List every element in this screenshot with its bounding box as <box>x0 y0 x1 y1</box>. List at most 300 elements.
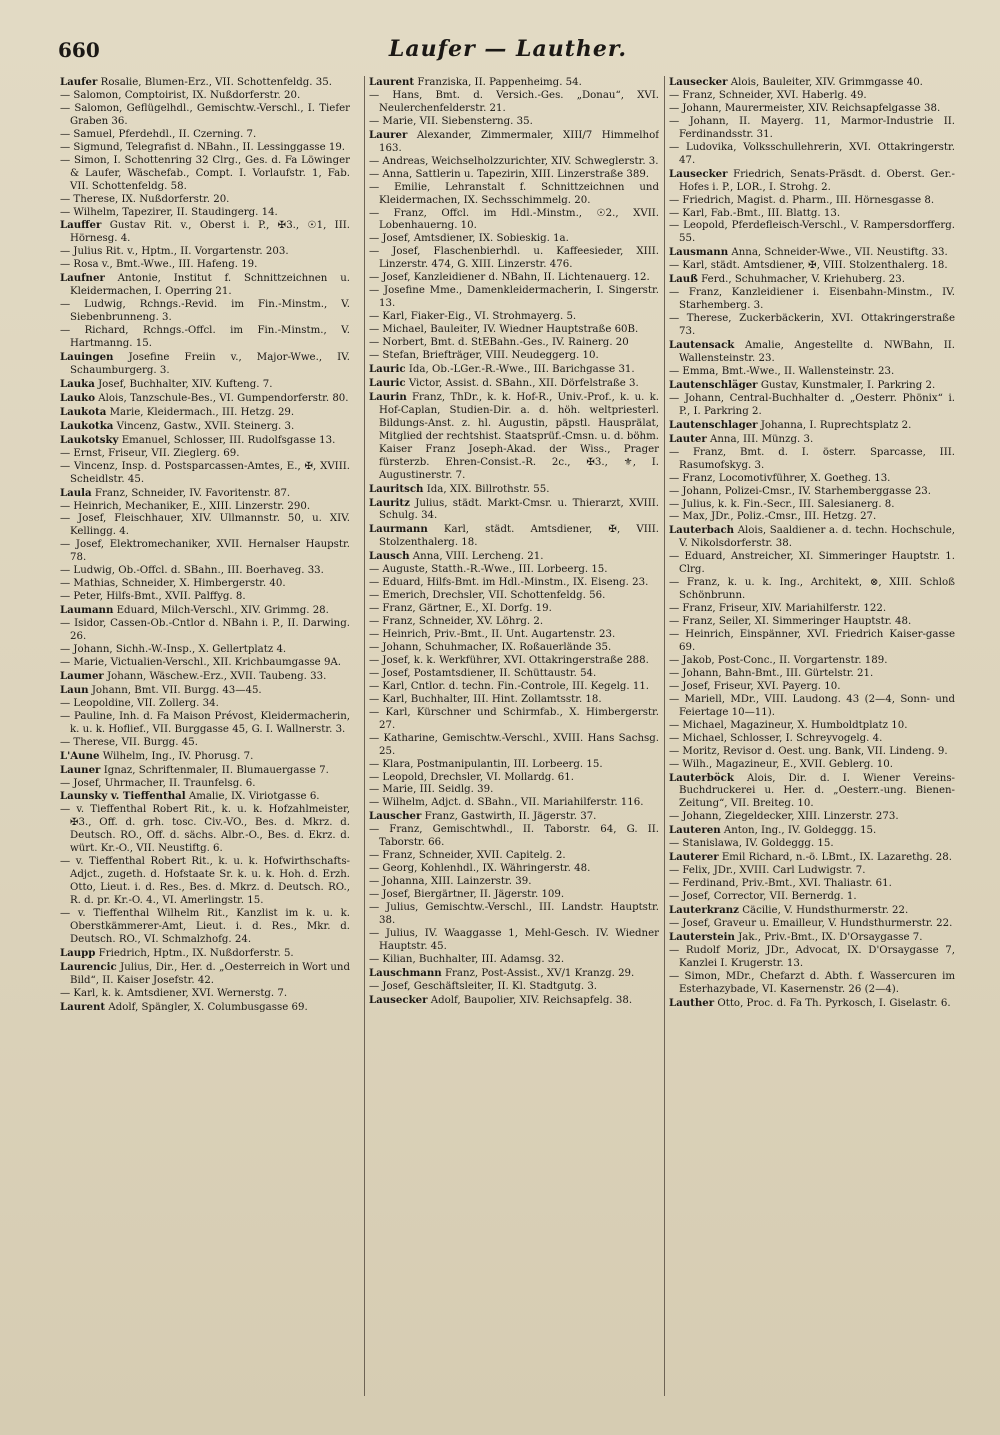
directory-entry <box>369 733 659 759</box>
entry-surname: Lauterstein <box>669 930 735 943</box>
entry-text: Franz, Schneider, IV. Favoritenstr. 87. <box>94 487 291 499</box>
directory-entry <box>369 668 659 681</box>
directory-entry <box>60 420 350 434</box>
directory-entry <box>669 865 955 878</box>
column-3 <box>664 76 955 1396</box>
entry-text: — Franz, Locomotivführer, X. Goetheg. 13. <box>669 472 891 484</box>
entry-text: — Heinrich, Priv.-Bmt., II. Unt. Augartenstr. 23. <box>369 629 616 641</box>
entry-text: — Johanna, XIII. Lainzerstr. 39. <box>369 876 532 888</box>
directory-entry <box>369 797 659 810</box>
directory-entry <box>669 733 955 746</box>
directory-entry <box>669 838 955 851</box>
directory-entry <box>60 618 350 644</box>
directory-entry <box>60 246 350 259</box>
entry-surname: Lausmann <box>669 246 729 259</box>
entry-text: Johann, Wäschew.-Erz., XVII. Taubeng. 33. <box>107 670 327 682</box>
entry-surname: Laumer <box>60 669 104 682</box>
directory-entry <box>60 103 350 129</box>
entry-surname: Lautensack <box>669 339 735 352</box>
entry-text: — Ernst, Friseur, VII. Zieglerg. 69. <box>60 447 240 459</box>
entry-text: — Leopold, Pferdefleisch-Verschl., V. Rampersdorfferg. 55. <box>669 220 955 245</box>
directory-entry <box>669 878 955 891</box>
directory-entry <box>60 219 350 246</box>
directory-entry <box>669 655 955 668</box>
entry-text: — Josef, Amtsdiener, IX. Sobieskig. 1a. <box>369 233 569 245</box>
entry-text: — Franz, Gemischtwhdl., II. Taborstr. 64, G. II. Taborstr. 66. <box>369 824 659 849</box>
entry-text: — Ludwig, Ob.-Offcl. d. SBahn., III. Boerhaveg. 33. <box>60 565 324 577</box>
entry-text: — Klara, Postmanipulantin, III. Lorbeerg. 15. <box>369 758 603 770</box>
entry-text: — Kilian, Buchhalter, III. Adamsg. 32. <box>369 953 565 965</box>
directory-entry <box>60 737 350 750</box>
entry-text: — Marie, Victualien-Verschl., XII. Krichbaumgasse 9A. <box>60 656 342 668</box>
entry-surname: Launer <box>60 763 101 776</box>
entry-text: — Ferdinand, Priv.-Bmt., XVI. Thaliastr. 61. <box>669 878 892 890</box>
directory-entry <box>60 698 350 711</box>
directory-entry <box>60 790 350 804</box>
directory-entry <box>369 90 659 116</box>
directory-entry <box>669 273 955 287</box>
directory-entry <box>60 325 350 351</box>
entry-text: Anna, VIII. Lercheng. 21. <box>412 551 544 563</box>
directory-entry <box>669 393 955 419</box>
entry-text: — Isidor, Cassen-Ob.-Cntlor d. NBahn i. P., II. Darwing. 26. <box>60 618 350 643</box>
directory-entry <box>369 850 659 863</box>
entry-text: — Franz, Friseur, XIV. Mariahilferstr. 122. <box>669 603 887 615</box>
entry-text: — Auguste, Statth.-R.-Wwe., III. Lorbeerg. 15. <box>369 564 608 576</box>
entry-text: — Ludovika, Volksschullehrerin, XVI. Ottakringerstr. 47. <box>669 141 955 166</box>
directory-entry <box>369 208 659 234</box>
entry-text: — Josef, Graveur u. Emailleur, V. Hundsthurmerstr. 22. <box>669 918 953 929</box>
entry-text: — Johann, Sichh.-W.-Insp., X. Gellertplatz 4. <box>60 643 287 655</box>
entry-text: Josef, Buchhalter, XIV. Kufteng. 7. <box>98 378 273 390</box>
directory-entry <box>669 246 955 260</box>
entry-text: — Josef, Geschäftsleiter, II. Kl. Stadtgutg. 3. <box>369 980 598 992</box>
entry-surname: Lausecker <box>669 76 728 88</box>
entry-text: — Josef, Elektromechaniker, XVII. Hernalser Haupstr. 78. <box>60 539 350 564</box>
entry-text: Gustav, Kunstmaler, I. Parkring 2. <box>760 379 936 391</box>
directory-entry <box>369 497 659 524</box>
entry-surname: Laun <box>60 683 89 696</box>
entry-text: — Emilie, Lehranstalt f. Schnittzeichnen und Kleidermachen, IX. Sechsschimmelg. 20. <box>369 181 659 206</box>
entry-text: — Andreas, Weichselholzzurichter, XIV. Schweglerstr. 3. <box>369 155 659 167</box>
entry-text: — Karl, Fiaker-Eig., VI. Strohmayerg. 5. <box>369 311 577 323</box>
entry-surname: L'Aune <box>60 749 100 762</box>
entry-text: Friedrich, Senats-Präsdt. d. Oberst. Ger.-Hofes i. P., LOR., I. Strohg. 2. <box>679 168 955 193</box>
page-number: 660 <box>58 38 100 62</box>
directory-entry <box>60 684 350 698</box>
entry-text: Amalie, IX. Viriotgasse 6. <box>188 791 320 803</box>
entry-text: Vincenz, Gastw., XVII. Steinerg. 3. <box>116 420 295 432</box>
entry-text: Franz, Post-Assist., XV/1 Kranzg. 29. <box>444 967 635 979</box>
directory-entry <box>669 195 955 208</box>
directory-entry <box>669 379 955 393</box>
directory-entry <box>60 448 350 461</box>
entry-text: — Rosa v., Bmt.-Wwe., III. Hafeng. 19. <box>60 259 258 271</box>
directory-entry <box>369 311 659 324</box>
entry-text: Johann, Bmt. VII. Burgg. 43—45. <box>91 684 262 696</box>
entry-surname: Lauterkranz <box>669 904 739 917</box>
directory-entry <box>369 182 659 208</box>
directory-entry <box>669 891 955 904</box>
directory-entry <box>60 513 350 539</box>
entry-surname: Lausch <box>369 550 410 563</box>
entry-text: — Katharine, Gemischtw.-Verschl., XVIII. Hans Sachsg. 25. <box>369 732 659 757</box>
entry-text: Cäcilie, V. Hundsthurmerstr. 22. <box>742 905 909 917</box>
entry-text: — Jakob, Post-Conc., II. Vorgartenstr. 189. <box>669 654 888 666</box>
directory-entry <box>669 511 955 524</box>
entry-text: — Johann, Schuhmacher, IX. Roßauerlände 35. <box>369 641 612 653</box>
entry-text: Johanna, I. Ruprechtsplatz 2. <box>760 419 912 431</box>
directory-entry <box>669 339 955 366</box>
entry-surname: Lauffer <box>60 219 102 232</box>
entry-text: — Leopold, Drechsler, VI. Mollardg. 61. <box>369 771 574 783</box>
directory-entry <box>369 928 659 954</box>
entry-surname: Laurent <box>60 1000 106 1013</box>
directory-entry <box>669 103 955 116</box>
directory-entry <box>60 461 350 487</box>
directory-entry <box>369 694 659 707</box>
entry-text: — Franz, k. u. k. Ing., Architekt, ⊗, XIII. Schloß Schönbrunn. <box>669 577 955 602</box>
directory-entry <box>60 90 350 103</box>
entry-text: Otto, Proc. d. Fa Th. Pyrkosch, I. Giselastr. 6. <box>717 997 951 1009</box>
directory-entry <box>369 967 659 981</box>
entry-text: — Julius Rit. v., Hptm., II. Vorgartenstr. 203. <box>60 246 289 258</box>
directory-entry <box>669 473 955 486</box>
entry-text: Alois, Saaldiener a. d. techn. Hochschule, V. Nikolsdorferstr. 38. <box>679 525 955 550</box>
entry-text: — Josef, Kanzleidiener d. NBahn, II. Lichtenauerg. 12. <box>369 272 650 284</box>
directory-entry <box>669 524 955 551</box>
entry-text: Wilhelm, Ing., IV. Phorusg. 7. <box>102 750 254 762</box>
directory-entry <box>669 811 955 824</box>
entry-surname: Laurencic <box>60 960 117 973</box>
directory-entry <box>369 116 659 129</box>
entry-text: Alexander, Zimmermaler, XIII/7 Himmelhof 163. <box>379 129 659 154</box>
entry-text: — v. Tieffenthal Robert Rit., k. u. k. Hofwirthschafts-Adjct., zugeth. d. Hofstaate Sr. k. u. k. Hoh. d. Erzh. Otto, Lieut. i. d. Res., Bes. d. Mkrz. d. Deutsch. RO., R. d. pr. Kr.-O. 4., VI. Amerlingstr. 15. <box>60 856 350 907</box>
entry-text: — Josef, Uhrmacher, II. Traunfelsg. 6. <box>60 777 256 789</box>
directory-entry <box>60 961 350 988</box>
directory-entry <box>669 603 955 616</box>
entry-text: — Johann, Maurermeister, XIV. Reichsapfelgasse 38. <box>669 102 941 114</box>
entry-text: — Wilhelm, Adjct. d. SBahn., VII. Mariahilferstr. 116. <box>369 797 644 809</box>
entry-text: — Vincenz, Insp. d. Postsparcassen-Amtes, E., ✠, XVIII. Scheidlstr. 45. <box>60 460 350 485</box>
entry-text: — Karl, k. k. Amtsdiener, XVI. Wernerstg. 7. <box>60 987 288 999</box>
entry-text: — Julius, Gemischtw.-Verschl., III. Landstr. Hauptstr. 38. <box>369 902 659 926</box>
directory-entry <box>60 272 350 299</box>
entry-text: — v. Tieffenthal Wilhelm Rit., Kanzlist im k. u. k. Oberstkämmerer-Amt, Lieut. i. d. Res., Mkr. d. Deutsch. RO., VI. Schmalzhofg. 24. <box>60 908 350 945</box>
entry-text: — Friedrich, Magist. d. Pharm., III. Hörnesgasse 8. <box>669 194 935 206</box>
entry-surname: Lauscher <box>369 810 422 823</box>
directory-entry <box>669 116 955 142</box>
entry-text: — Therese, IX. Nußdorferstr. 20. <box>60 193 230 205</box>
directory-entry <box>669 142 955 168</box>
entry-text: — Eduard, Anstreicher, XI. Simmeringer Hauptstr. 1. Clrg. <box>669 551 955 576</box>
directory-entry <box>369 523 659 550</box>
directory-entry <box>369 772 659 785</box>
directory-entry <box>669 366 955 379</box>
directory-entry <box>369 363 659 377</box>
entry-surname: Laurer <box>369 128 408 141</box>
entry-surname: Lauterböck <box>669 771 734 784</box>
entry-text: Anna, Schneider-Wwe., VII. Neustiftg. 33. <box>731 247 948 259</box>
entry-text: — Franz, Bmt. d. I. österr. Sparcasse, III. Rasumofskyg. 3. <box>669 446 955 471</box>
entry-text: — Felix, JDr., XVIII. Carl Ludwigstr. 7. <box>669 865 866 877</box>
entry-surname: Laukota <box>60 405 107 418</box>
entry-text: Alois, Bauleiter, XIV. Grimmgasse 40. <box>730 77 923 88</box>
entry-text: — Julius, IV. Waaggasse 1, Mehl-Gesch. IV. Wiedner Hauptstr. 45. <box>369 927 659 952</box>
directory-entry <box>60 764 350 778</box>
entry-text: Franz, ThDr., k. k. Hof-R., Univ.-Prof., k. u. k. Hof-Caplan, Studien-Dir. a. d. höh. weltpriesterl. Bildungs-Anst. z. hl. Augustin, päpstl. Hausprälat, Mitglied der rechtshist. Staatsprüf.-Cmsn. u. d. böhm. Kaiser Franz Joseph-Akad. der Wiss., Prager fürsterzb. Ehren-Consist.-R. 2c., ✠3., ⚜, I. Augustinerstr. 7. <box>379 391 659 481</box>
entry-text: — Franz, Seiler, XI. Simmeringer Hauptstr. 48. <box>669 616 912 628</box>
directory-entry <box>369 889 659 902</box>
directory-entry <box>369 863 659 876</box>
directory-entry <box>60 259 350 272</box>
entry-text: — Johann, Central-Buchhalter d. „Oesterr. Phönix“ i. P., I. Parkring 2. <box>669 392 955 417</box>
entry-surname: Lauritsch <box>369 482 424 495</box>
entry-text: Adolf, Baupolier, XIV. Reichsapfelg. 38. <box>430 994 633 1006</box>
directory-entry <box>60 947 350 961</box>
directory-entry <box>60 711 350 737</box>
entry-surname: Lautenschläger <box>669 378 758 391</box>
entry-text: — Pauline, Inh. d. Fa Maison Prévost, Kleidermacherin, k. u. k. Hoflief., VII. Burggasse 45, G. I. Wallnerstr. 3. <box>60 710 350 735</box>
directory-entry <box>369 577 659 590</box>
directory-entry <box>669 90 955 103</box>
entry-text: — Josef, Fleischhauer, XIV. Ullmannstr. 50, u. XIV. Kellingg. 4. <box>60 513 350 538</box>
directory-entry <box>369 391 659 483</box>
entry-text: — Emma, Bmt.-Wwe., II. Wallensteinstr. 23. <box>669 365 895 377</box>
entry-surname: Laurent <box>369 76 415 88</box>
entry-text: — Franz, Schneider, XVI. Haberlg. 49. <box>669 89 867 101</box>
entry-text: — Rudolf Moriz, JDr., Advocat, IX. D'Orsaygasse 7, Kanzlei I. Krugerstr. 13. <box>669 944 955 969</box>
entry-text: — Josef, Biergärtner, II. Jägerstr. 109. <box>369 889 565 901</box>
entry-text: — Johann, II. Mayerg. 11, Marmor-Industrie II. Ferdinandsstr. 31. <box>669 115 955 140</box>
column-1 <box>60 76 350 1396</box>
directory-entry <box>669 824 955 838</box>
entry-text: — Mariell, MDr., VIII. Laudong. 43 (2—4, Sonn- und Feiertage 10—11). <box>669 693 955 718</box>
directory-entry <box>669 486 955 499</box>
directory-entry <box>60 155 350 194</box>
directory-entry <box>369 377 659 391</box>
directory-entry <box>60 657 350 670</box>
entry-text: — Eduard, Hilfs-Bmt. im Hdl.-Minstm., IX. Eiseng. 23. <box>369 577 649 589</box>
column-2 <box>364 76 659 1396</box>
directory-entry <box>369 129 659 156</box>
directory-entry <box>669 577 955 603</box>
directory-entry <box>369 616 659 629</box>
directory-entry <box>669 208 955 221</box>
entry-text: — Hans, Bmt. d. Versich.-Ges. „Donau“, XVI. Neulerchenfelderstr. 21. <box>369 89 659 114</box>
entry-text: — Salomon, Geflügelhdl., Gemischtw.-Verschl., I. Tiefer Graben 36. <box>60 102 350 127</box>
directory-entry <box>369 324 659 337</box>
page-header <box>58 36 958 70</box>
entry-text: — v. Tieffenthal Robert Rit., k. u. k. Hofzahlmeister, ✠3., Off. d. grh. tosc. Civ.-VO., Bes. d. Mkrz. d. Deutsch. RO., Off. d. sächs. Albr.-O., Bes. d. Ekrz. d. würt. Kr.-O., VII. Neustiftg. 6. <box>60 804 350 855</box>
entry-surname: Lauß <box>669 273 698 286</box>
entry-surname: Laurmann <box>369 523 428 536</box>
entry-text: — Salomon, Comptoirist, IX. Nußdorferstr. 20. <box>60 89 301 101</box>
entry-text: — Leopoldine, VII. Zollerg. 34. <box>60 697 219 709</box>
directory-entry <box>669 681 955 694</box>
entry-text: Friedrich, Hptm., IX. Nußdorferstr. 5. <box>98 947 294 959</box>
directory-entry <box>369 590 659 603</box>
entry-text: — Josef, Flaschenbierhdl. u. Kaffeesieder, XIII. Linzerstr. 474, G. XIII. Linzerstr. 476. <box>369 246 659 271</box>
directory-entry <box>669 629 955 655</box>
directory-entry <box>369 759 659 772</box>
directory-entry <box>60 76 350 90</box>
entry-text: — Johann, Bahn-Bmt., III. Gürtelstr. 21. <box>669 667 874 679</box>
entry-text: — Marie, III. Seidlg. 39. <box>369 784 494 796</box>
entry-surname: Lauka <box>60 377 95 390</box>
entry-text: — Johann, Ziegeldecker, XIII. Linzerstr. 273. <box>669 811 899 823</box>
directory-entry <box>60 299 350 325</box>
entry-text: Ignaz, Schriftenmaler, II. Blumauergasse 7. <box>103 764 329 776</box>
directory-entry <box>369 810 659 824</box>
entry-text: Josefine Freiin v., Major-Wwe., IV. Schaumburgerg. 3. <box>70 352 350 376</box>
entry-surname: Lausecker <box>669 167 728 180</box>
directory-entry <box>669 694 955 720</box>
entry-text: — Franz, Kanzleidiener i. Eisenbahn-Minstm., IV. Starhemberg. 3. <box>669 287 955 312</box>
directory-entry <box>369 272 659 285</box>
directory-entry <box>369 981 659 994</box>
directory-entry <box>669 668 955 681</box>
directory-entry <box>369 707 659 733</box>
directory-entry <box>369 902 659 928</box>
entry-text: — Franz, Offcl. im Hdl.-Minstm., ☉2., XVII. Lobenhauerng. 10. <box>369 207 659 232</box>
entry-text: Ida, XIX. Billrothstr. 55. <box>426 483 550 495</box>
directory-entry <box>60 750 350 764</box>
entry-text: — Heinrich, Mechaniker, E., XIII. Linzerstr. 290. <box>60 500 311 512</box>
entry-text: — Wilhelm, Tapezirer, II. Staudingerg. 14. <box>60 206 278 218</box>
entry-text: — Stefan, Briefträger, VIII. Neudeggerg. 10. <box>369 350 599 362</box>
directory-entry <box>60 578 350 591</box>
directory-entry <box>369 76 659 90</box>
directory-entry <box>669 419 955 433</box>
entry-text: — Karl, Kürschner und Schirmfab., X. Himbergerstr. 27. <box>369 706 659 731</box>
directory-entry <box>60 604 350 618</box>
entry-surname: Laukotka <box>60 419 114 432</box>
entry-text: Adolf, Spängler, X. Columbusgasse 69. <box>108 1001 308 1013</box>
directory-entry <box>669 931 955 945</box>
directory-entry <box>369 483 659 497</box>
directory-entry <box>669 616 955 629</box>
directory-entry <box>669 551 955 577</box>
entry-text: — Johann, Polizei-Cmsr., IV. Starhemberggasse 23. <box>669 485 932 497</box>
directory-entry <box>369 156 659 169</box>
entry-surname: Lausecker <box>369 993 428 1006</box>
entry-text: Alois, Tanzschule-Bes., VI. Gumpendorferstr. 80. <box>98 392 349 404</box>
directory-entry <box>669 260 955 273</box>
entry-text: — Franz, Schneider, XV. Löhrg. 2. <box>369 616 544 628</box>
entry-text: Julius, Dir., Her. d. „Oesterreich in Wort und Bild“, II. Kaiser Josefstr. 42. <box>70 961 350 986</box>
entry-surname: Lauschmann <box>369 966 442 979</box>
directory-entry <box>669 168 955 195</box>
directory-entry <box>60 434 350 448</box>
directory-entry <box>669 220 955 246</box>
directory-entry <box>369 681 659 694</box>
entry-text: Ferd., Schuhmacher, V. Kriehuberg. 23. <box>701 274 906 286</box>
directory-entry <box>669 499 955 512</box>
directory-entry <box>369 233 659 246</box>
entry-surname: Laurin <box>369 390 407 403</box>
entry-text: — Simon, I. Schottenring 32 Clrg., Ges. d. Fa Löwinger & Laufer, Wäschefab., Compt. I. Vorlaufstr. 1, Fab. VII. Schottenfeldg. 58. <box>60 154 350 192</box>
entry-text: — Anna, Sattlerin u. Tapezirin, XIII. Linzerstraße 389. <box>369 168 650 180</box>
directory-entry <box>369 824 659 850</box>
entry-surname: Laula <box>60 486 92 499</box>
entry-text: — Richard, Rchngs.-Offcl. im Fin.-Minstm., V. Hartmanng. 15. <box>60 325 350 350</box>
directory-entry <box>669 904 955 918</box>
directory-entry <box>60 142 350 155</box>
directory-entry <box>60 392 350 406</box>
entry-text: — Moritz, Revisor d. Oest. ung. Bank, VII. Lindeng. 9. <box>669 745 948 757</box>
directory-entry <box>669 851 955 865</box>
entry-text: — Sigmund, Telegrafist d. NBahn., II. Lessinggasse 19. <box>60 141 346 153</box>
entry-text: Franz, Gastwirth, II. Jägerstr. 37. <box>424 811 597 823</box>
directory-entry <box>669 918 955 931</box>
directory-entry <box>60 565 350 578</box>
entry-text: Antonie, Institut f. Schnittzeichnen u. Kleidermachen, I. Operring 21. <box>70 273 350 298</box>
directory-entry <box>60 908 350 947</box>
entry-text: Anna, III. Münzg. 3. <box>709 433 814 445</box>
entry-text: Franziska, II. Pappenheimg. 54. <box>417 77 582 88</box>
directory-entry <box>669 746 955 759</box>
entry-text: — Marie, VII. Siebensterng. 35. <box>369 115 533 127</box>
entry-text: Julius, städt. Markt-Cmsr. u. Thierarzt, XVIII. Schulg. 34. <box>379 497 659 522</box>
directory-entry <box>60 207 350 220</box>
directory-entry <box>60 804 350 856</box>
directory-entry <box>369 642 659 655</box>
entry-text: — Georg, Kohlenhdl., IX. Währingerstr. 48. <box>369 863 591 875</box>
directory-entry <box>369 994 659 1008</box>
entry-surname: Laufner <box>60 272 105 285</box>
entry-surname: Lautenschlager <box>669 418 758 431</box>
entry-surname: Lauric <box>369 376 406 389</box>
directory-entry <box>669 971 955 997</box>
entry-text: Alois, Dir. d. I. Wiener Vereins-Buchdruckerei u. Her. d. „Oesterr.-ung. Bienen-Zeitung“, VII. Breiteg. 10. <box>679 772 955 810</box>
entry-surname: Laufer <box>60 76 98 88</box>
entry-text: — Norbert, Bmt. d. StEBahn.-Ges., IV. Rainerg. 20 <box>369 337 629 349</box>
directory-entry <box>369 655 659 668</box>
directory-entry <box>369 629 659 642</box>
entry-text: Anton, Ing., IV. Goldeggg. 15. <box>723 825 877 837</box>
entry-text: Victor, Assist. d. SBahn., XII. Dörfelstraße 3. <box>408 377 639 389</box>
entry-text: — Josefine Mme., Damenkleidermacherin, I. Singerstr. 13. <box>369 285 659 310</box>
entry-text: — Josef, Friseur, XVI. Payerg. 10. <box>669 680 841 692</box>
entry-text: — Simon, MDr., Chefarzt d. Abth. f. Wassercuren im Esterhazybade, VI. Kasernenstr. 26 (2—4). <box>669 970 955 995</box>
directory-entry <box>369 337 659 350</box>
entry-text: Jak., Priv.-Bmt., IX. D'Orsaygasse 7. <box>738 931 923 943</box>
entry-surname: Launsky v. Tieffenthal <box>60 790 186 803</box>
entry-text: Emanuel, Schlosser, III. Rudolfsgasse 13. <box>121 434 336 446</box>
entry-text: — Wilh., Magazineur, E., XVII. Geblerg. 10. <box>669 758 893 770</box>
entry-surname: Laupp <box>60 946 96 959</box>
directory-entry <box>369 564 659 577</box>
directory-entry <box>369 876 659 889</box>
entry-text: — Mathias, Schneider, X. Himbergerstr. 40. <box>60 578 286 590</box>
entry-surname: Lauterer <box>669 851 719 864</box>
entry-surname: Lauritz <box>369 496 410 509</box>
directory-entry <box>369 784 659 797</box>
directory-entry <box>60 129 350 142</box>
directory-entry <box>60 351 350 378</box>
entry-text: — Josef, Corrector, VII. Bernerdg. 1. <box>669 891 857 903</box>
entry-text: — Samuel, Pferdehdl., II. Czerning. 7. <box>60 128 257 140</box>
entry-text: — Josef, Postamtsdiener, II. Schüttaustr. 54. <box>369 667 597 679</box>
entry-text: — Michael, Bauleiter, IV. Wiedner Hauptstraße 60B. <box>369 324 639 336</box>
directory-entry <box>669 945 955 971</box>
entry-surname: Lauingen <box>60 351 114 364</box>
directory-entry <box>369 603 659 616</box>
entry-text: Ida, Ob.-LGer.-R.-Wwe., III. Barichgasse 31. <box>408 363 635 375</box>
entry-text: Gustav Rit. v., Oberst i. P., ✠3., ☉1, III. Hörnesg. 4. <box>70 220 350 245</box>
directory-entry <box>669 997 955 1011</box>
